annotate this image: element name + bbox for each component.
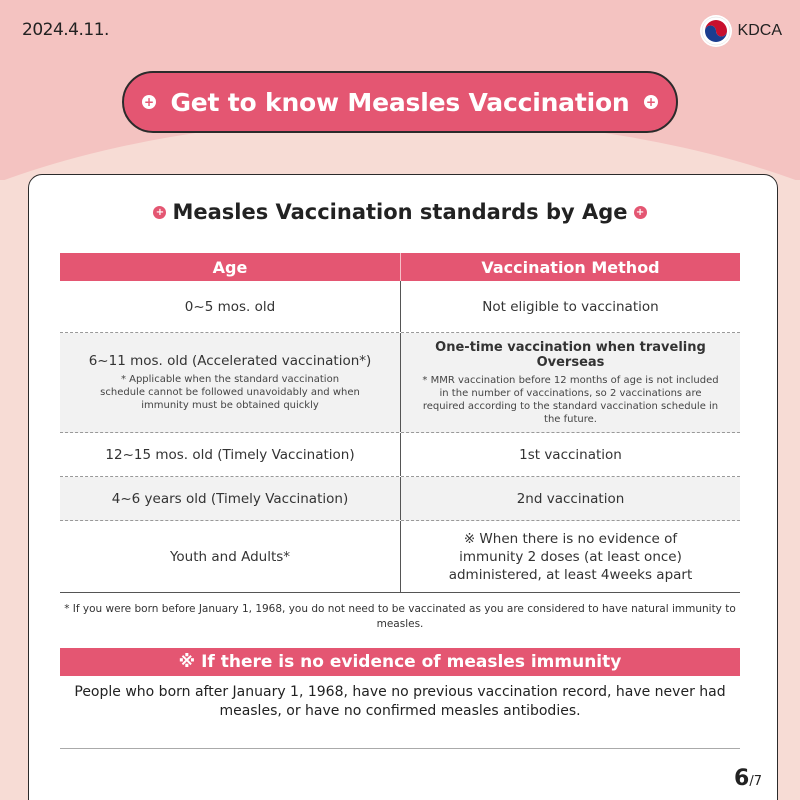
logo-text: KDCA — [737, 22, 782, 39]
column-header-method: Vaccination Method — [400, 253, 740, 281]
plus-icon: + — [645, 95, 657, 109]
age-cell — [60, 521, 400, 592]
table-row — [60, 477, 740, 521]
section-title-text: Measles Vaccination standards by Age — [172, 200, 628, 224]
table-row — [60, 433, 740, 477]
no-evidence-text: People who born after January 1, 1968, have no previous vaccination record, have never had measles, or have no confirmed measles antibodies. — [74, 684, 726, 719]
age-text: 0~5 mos. old — [184, 298, 276, 315]
method-text: 2nd vaccination — [516, 490, 625, 507]
plus-icon: + — [143, 95, 155, 109]
taegeuk-icon — [700, 15, 732, 47]
page-indicator — [734, 766, 762, 791]
no-evidence-banner: ※ If there is no evidence of measles immunity — [60, 648, 740, 676]
age-text: 4~6 years old (Timely Vaccination) — [111, 490, 349, 507]
table-header — [60, 253, 740, 281]
method-text: 1st vaccination — [519, 446, 622, 463]
method-note: * MMR vaccination before 12 months of age is not included in the number of vaccinations, so 2 vaccinations are required according to the standard vaccination schedule in the future. — [422, 374, 719, 425]
date-label: 2024.4.11. — [22, 20, 109, 40]
method-text: ※ When there is no evidence of immunity 2 doses (at least once) administered, at least 4weeks apart — [448, 530, 693, 583]
age-cell — [60, 477, 400, 520]
page-title: Get to know Measles Vaccination — [170, 87, 630, 117]
age-cell — [60, 433, 400, 476]
method-cell — [400, 477, 740, 520]
method-cell — [400, 433, 740, 476]
table-row — [60, 521, 740, 593]
method-cell — [400, 281, 740, 332]
title-banner — [122, 71, 678, 133]
table-row — [60, 281, 740, 333]
plus-icon: + — [153, 206, 166, 219]
column-header-age: Age — [212, 257, 248, 277]
footnote: * If you were born before January 1, 1968, you do not need to be vaccinated as you are considered to have natural immunity to measles. — [64, 603, 736, 630]
kdca-logo — [700, 15, 782, 47]
method-text: Not eligible to vaccination — [482, 298, 659, 315]
age-text: 6~11 mos. old (Accelerated vaccination*) — [88, 353, 372, 369]
page-current: 6 — [734, 766, 750, 791]
vaccination-table — [60, 253, 740, 593]
age-cell — [60, 333, 400, 432]
page-total: /7 — [749, 774, 762, 789]
section-title — [0, 200, 800, 224]
age-note: * Applicable when the standard vaccination schedule cannot be followed unavoidably and when immunity must be obtained quickly — [100, 374, 360, 411]
age-text: Youth and Adults* — [169, 548, 291, 565]
method-cell — [400, 521, 740, 592]
table-row — [60, 333, 740, 433]
method-cell — [400, 333, 740, 432]
method-text: One-time vaccination when traveling Overseas — [435, 339, 706, 370]
age-cell — [60, 281, 400, 332]
age-text: 12~15 mos. old (Timely Vaccination) — [105, 446, 355, 463]
divider — [60, 748, 740, 749]
plus-icon: + — [634, 206, 647, 219]
